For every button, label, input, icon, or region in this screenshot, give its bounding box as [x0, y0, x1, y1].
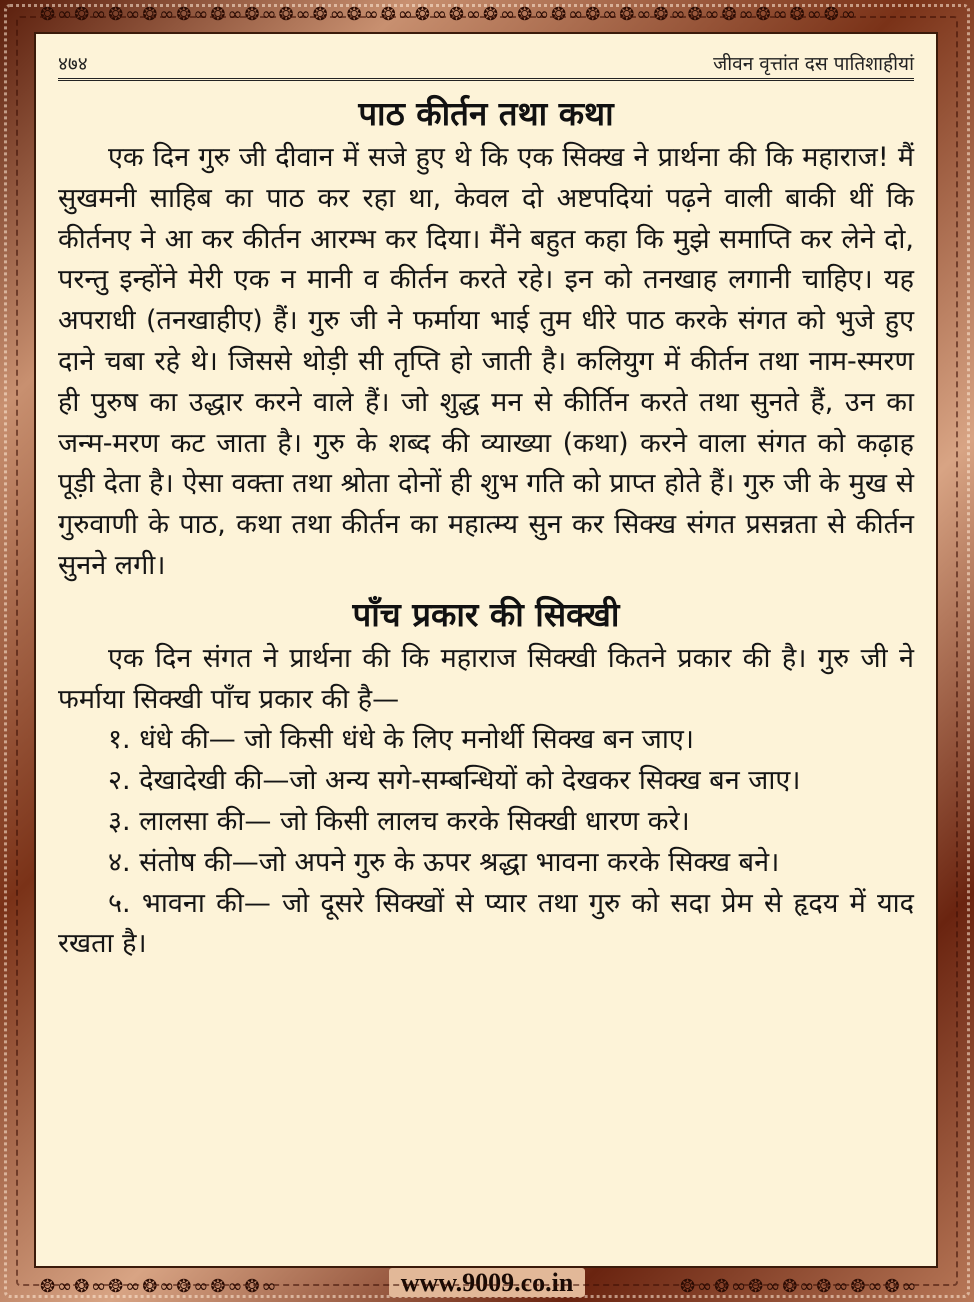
bottom-ornament-left: ❂∞❂∞❂∞❂∞❂∞❂∞❂∞ — [40, 1276, 279, 1297]
book-page — [34, 32, 938, 1268]
page-content — [58, 90, 914, 965]
top-ornament: ❂∞❂∞❂∞❂∞❂∞❂∞❂∞❂∞❂∞❂∞❂∞❂∞❂∞❂∞❂∞❂∞❂∞❂∞❂∞❂∞❂∞❂∞❂∞❂∞ — [40, 4, 858, 25]
list-item: १. धंधे की— जो किसी धंधे के लिए मनोर्थी सिक्ख बन जाए। — [108, 724, 694, 756]
section2-intro: एक दिन संगत ने प्रार्थना की कि महाराज सिक्खी कितने प्रकार की है। गुरु जी ने फर्माया सिक्खी पाँच प्रकार की है— — [58, 642, 914, 715]
bottom-ornament-right: ❂∞❂∞❂∞❂∞❂∞❂∞❂∞ — [680, 1276, 919, 1297]
section-title-panch-prakar-sikkhi: पाँच प्रकार की सिक्खी — [352, 594, 620, 634]
list-item: २. देखादेखी की—जो अन्य सगे-सम्बन्धियों को देखकर सिक्ख बन जाए। — [108, 765, 801, 797]
website-link[interactable]: www.9009.co.in — [389, 1268, 586, 1297]
list-item: ५. भावना की— जो दूसरे सिक्खों से प्यार तथा गुरु को सदा प्रेम से हृदय में याद रखता है। — [58, 887, 914, 960]
page-header — [58, 44, 914, 81]
book-title: जीवन वृत्तांत दस पातिशाहीयां — [713, 53, 914, 75]
section-title-path-kirtan-katha: पाठ कीर्तन तथा कथा — [358, 94, 614, 133]
section1-paragraph: एक दिन गुरु जी दीवान में सजे हुए थे कि एक सिक्ख ने प्रार्थना की कि महाराज! मैं सुखमनी साहिब का पाठ कर रहा था, केवल दो अष्टपदियां पढ़ने वाली बाकी थीं कि कीर्तनए ने आ कर कीर्तन आरम्भ कर दिया। मैंने बहुत कहा कि मुझे समाप्ति कर लेने दो, परन्तु इन्होंने मेरी एक न मानी व कीर्तन करते रहे। इन को तनखाह लगानी चाहिए। यह अपराधी (तनखाहीए) हैं। गुरु जी ने फर्माया भाई तुम धीरे पाठ करके संगत को भुजे हुए दाने चबा रहे थे। जिससे थोड़ी सी तृप्ति हो जाती है। कलियुग में कीर्तन तथा नाम-स्मरण ही पुरुष का उद्धार करने वाले हैं। जो शुद्ध मन से कीर्तिन करते तथा सुनते हैं, उन का जन्म-मरण कट जाता है। गुरु के शब्द की व्याख्या (कथा) करने वाला संगत को कढ़ाह पूड़ी देता है। ऐसा वक्ता तथा श्रोता दोनों ही शुभ गति को प्राप्त होते हैं। गुरु जी के मुख से गुरुवाणी के पाठ, कथा तथा कीर्तन का महात्म्य सुन कर सिक्ख संगत प्रसन्नता से कीर्तन सुनने लगी। — [58, 142, 914, 581]
footer — [0, 1268, 974, 1296]
list-item: ४. संतोष की—जो अपने गुरु के ऊपर श्रद्धा भावना करके सिक्ख बने। — [108, 846, 780, 878]
list-item: ३. लालसा की— जो किसी लालच करके सिक्खी धारण करे। — [108, 805, 690, 837]
page-number: ४७४ — [58, 53, 88, 75]
